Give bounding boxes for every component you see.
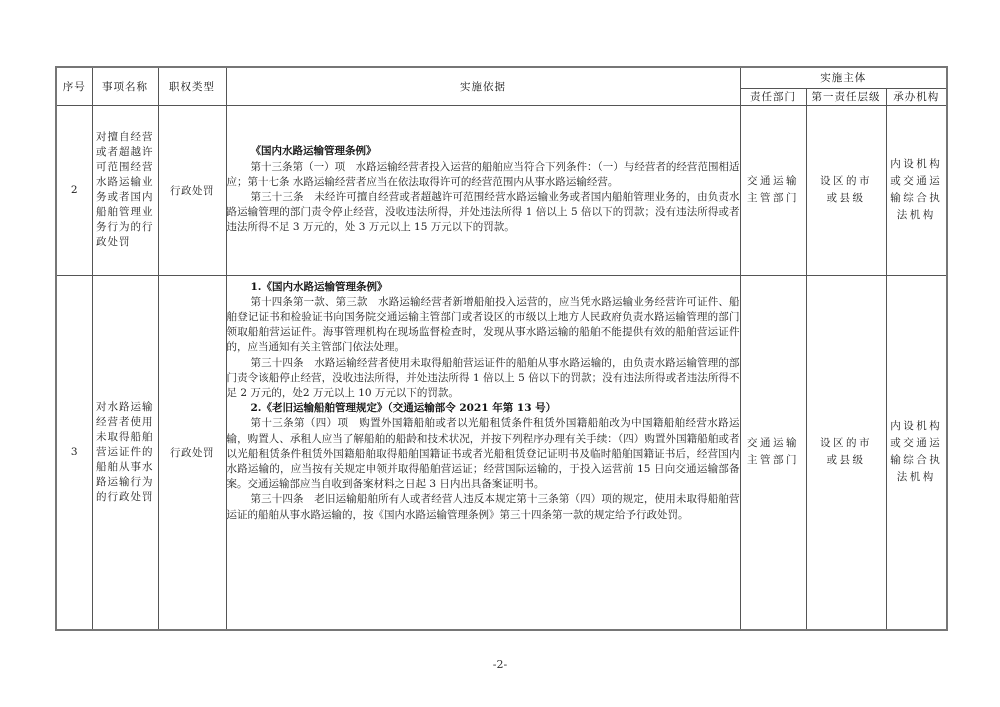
- row2-seq: 2: [56, 105, 92, 275]
- row3-basis-law-title-2: 2.《老旧运输船舶管理规定》（交通运输部令 2021 年第 13 号）: [250, 402, 557, 415]
- row2-basis-paragraph: 第三十三条 未经许可擅自经营或者超越许可范围经营水路运输业务或者国内船舶管理业务的，由负责水路运输管理的部门责令停止经营，没收违法所得，并处违法所得 1 倍以上 5 倍以下的罚款；没有违法所得或者违法所得不足 3 万元的，处 3 万元以上 15 万元以下的罚款。: [226, 191, 740, 234]
- row3-org: 内设机构或交通运输综合执法机构: [886, 275, 947, 630]
- table-row: [56, 275, 947, 630]
- row3-basis-law-title-1: 1.《国内水路运输管理条例》: [250, 280, 388, 293]
- row2-basis: [226, 105, 740, 275]
- table-row: [56, 105, 947, 275]
- row3-basis-paragraph: 第十四条第一款、第三款 水路运输经营者新增船舶投入运营的，应当凭水路运输业务经营许可证件、船舶登记证书和检验证书向国务院交通运输主管部门或者设区的市级以上地方人民政府负责水路运输管理的部门领取船舶营运证件。海事管理机构在现场监督检查时，发现从事水路运输的船舶不能提供有效的船舶营运证件的，应当通知有关主管部门依法处理。: [226, 295, 740, 354]
- authority-items-table: [55, 66, 948, 631]
- header-org: 承办机构: [886, 88, 947, 105]
- header-subject-group: 实施主体: [740, 67, 947, 88]
- row2-dept: 交通运输主管部门: [740, 105, 806, 275]
- row3-item-text: 对水路运输经营者使用未取得船舶营运证件的船舶从事水路运输行为的行政处罚: [96, 400, 154, 503]
- row2-item-text: 对擅自经营或者超越许可范围经营水路运输业务或者国内船舶管理业务行为的行政处罚: [96, 131, 154, 248]
- header-seq: 序号: [56, 67, 92, 105]
- row3-basis-paragraph: 第三十四条 水路运输经营者使用未取得船舶营运证件的船舶从事水路运输的，由负责水路运输管理的部门责令该船停止经营，没收违法所得，并处违法所得 1 倍以上 5 倍以下的罚款；没有违法所得或者违法所得不足 2 万元的，处2 万元以上 10 万元以下的罚款。: [226, 356, 740, 399]
- row3-seq: 3: [56, 275, 92, 630]
- row2-level: 设区的市或县级: [806, 105, 886, 275]
- row3-item-name: [92, 275, 158, 630]
- row3-power-type: 行政处罚: [158, 275, 226, 630]
- row3-basis-paragraph: 第十三条第（四）项 购置外国籍船舶或者以光船租赁条件租赁外国籍船舶改为中国籍船舶经营水路运输，购置人、承租人应当了解船舶的船龄和技术状况，并按下列程序办理有关手续：（四）购置外国籍船舶或者以光船租赁条件租赁外国籍船舶取得船舶国籍证书或者光船租赁登记证明书及临时船舶国籍证书后，经营国内水路运输的，应当按有关规定申领并取得船舶营运证；经营国际运输的，于投入运营前 15 日向交通运输部备案。交通运输部应当自收到备案材料之日起 3 日内出具备案证明书。: [226, 417, 740, 491]
- row3-basis-paragraph: 第三十四条 老旧运输船舶所有人或者经营人违反本规定第十三条第（四）项的规定，使用未取得船舶营运证的船舶从事水路运输的，按《国内水路运输管理条例》第三十四条第一款的规定给予行政处罚。: [226, 493, 740, 521]
- row2-power-type: 行政处罚: [158, 105, 226, 275]
- row2-basis-law-title: 《国内水路运输管理条例》: [250, 145, 377, 158]
- row2-item-name: [92, 105, 158, 275]
- row2-basis-paragraph: 第十三条第（一）项 水路运输经营者投入运营的船舶应当符合下列条件：（一）与经营者的经营范围相适应；第十七条 水路运输经营者应当在依法取得许可的经营范围内从事水路运输经营。: [226, 160, 740, 188]
- row3-level: 设区的市或县级: [806, 275, 886, 630]
- header-dept: 责任部门: [740, 88, 806, 105]
- header-item-name: 事项名称: [92, 67, 158, 105]
- row3-basis: [226, 275, 740, 630]
- page-number: -2-: [492, 658, 508, 671]
- row3-dept: 交通运输主管部门: [740, 275, 806, 630]
- row2-org: 内设机构或交通运输综合执法机构: [886, 105, 947, 275]
- header-basis: 实施依据: [226, 67, 740, 105]
- header-row-1: [56, 67, 947, 88]
- header-level: 第一责任层级: [806, 88, 886, 105]
- header-power-type: 职权类型: [158, 67, 226, 105]
